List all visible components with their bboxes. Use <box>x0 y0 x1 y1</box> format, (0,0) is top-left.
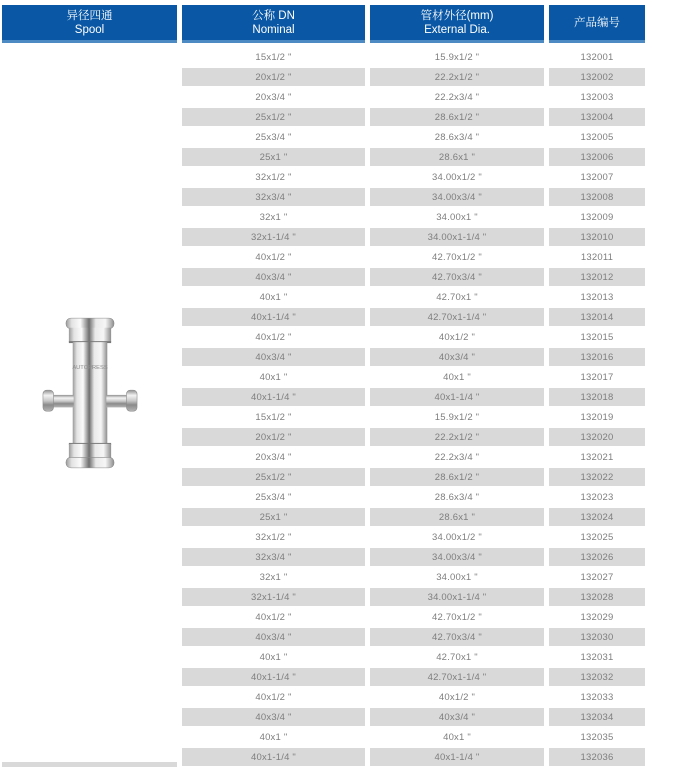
nominal-cell: 32x1 " <box>259 571 288 583</box>
product-code-cell: 132020 <box>549 428 645 446</box>
external-dia-cell: 28.6x3/4 " <box>434 491 480 503</box>
nominal-cell: 40x1-1/4 " <box>182 308 365 326</box>
product-code-cell: 132030 <box>549 628 645 646</box>
external-dia-cell: 34.00x1/2 " <box>432 531 482 543</box>
nominal-cell: 40x1/2 " <box>255 331 292 343</box>
product-code-cell: 132031 <box>580 651 614 663</box>
nominal-cell: 40x1 " <box>259 651 288 663</box>
product-code-cell: 132007 <box>580 171 614 183</box>
product-code-cell: 132015 <box>580 331 614 343</box>
nominal-cell: 40x3/4 " <box>182 348 365 366</box>
external-dia-cell: 28.6x1 " <box>370 148 544 166</box>
external-dia-cell: 42.70x1 " <box>436 651 478 663</box>
product-code-cell: 132032 <box>549 668 645 686</box>
external-dia-cell: 40x3/4 " <box>370 708 544 726</box>
nominal-cell: 40x1 " <box>259 371 288 383</box>
product-code-cell: 132026 <box>549 548 645 566</box>
product-code-cell: 132012 <box>549 268 645 286</box>
external-dia-cell: 22.2x3/4 " <box>434 91 480 103</box>
product-code-cell: 132006 <box>549 148 645 166</box>
nominal-cell: 40x1/2 " <box>255 611 292 623</box>
external-dia-cell: 40x1 " <box>443 371 471 383</box>
nominal-cell: 20x1/2 " <box>182 68 365 86</box>
product-code-cell: 132018 <box>549 388 645 406</box>
product-code-cell: 132028 <box>549 588 645 606</box>
fitting-top-collar <box>68 327 110 341</box>
nominal-cell: 40x3/4 " <box>182 268 365 286</box>
nominal-cell: 25x1 " <box>182 148 365 166</box>
fitting-body <box>72 342 107 444</box>
pipe-fitting-image <box>42 313 138 473</box>
nominal-cell: 40x1-1/4 " <box>182 668 365 686</box>
header-external-dia-zh: 管材外径(mm) <box>420 9 494 22</box>
product-code-cell: 132019 <box>580 411 614 423</box>
product-code-cell: 132011 <box>580 251 614 263</box>
external-dia-cell: 42.70x3/4 " <box>370 268 544 286</box>
product-code-cell: 132013 <box>580 291 614 303</box>
product-code-cell: 132009 <box>580 211 614 223</box>
nominal-cell: 40x3/4 " <box>182 708 365 726</box>
header-product-code <box>549 5 645 43</box>
product-code-cell: 132024 <box>549 508 645 526</box>
product-code-cell: 132017 <box>580 371 614 383</box>
nominal-cell: 32x3/4 " <box>182 188 365 206</box>
table-header <box>2 5 645 43</box>
product-code-cell: 132025 <box>580 531 614 543</box>
external-dia-cell: 42.70x3/4 " <box>370 628 544 646</box>
product-code-cell: 132010 <box>549 228 645 246</box>
product-code-cell: 132014 <box>549 308 645 326</box>
product-code-cell: 132003 <box>580 91 614 103</box>
external-dia-cell: 34.00x1 " <box>436 211 478 223</box>
header-nominal-en: Nominal <box>252 23 295 36</box>
nominal-cell: 20x3/4 " <box>255 451 292 463</box>
external-dia-cell: 34.00x3/4 " <box>370 548 544 566</box>
header-product-code-zh: 产品编号 <box>574 16 620 29</box>
nominal-cell: 40x1 " <box>259 731 288 743</box>
product-code-cell: 132008 <box>549 188 645 206</box>
header-external-dia <box>370 5 544 43</box>
external-dia-cell: 40x1/2 " <box>438 331 476 343</box>
external-dia-cell: 34.00x1-1/4 " <box>370 228 544 246</box>
header-spool-zh: 异径四通 <box>66 9 113 22</box>
external-dia-cell: 42.70x1/2 " <box>432 251 482 263</box>
nominal-cell: 32x1-1/4 " <box>182 588 365 606</box>
fitting-right-bead <box>126 390 137 411</box>
external-dia-cell: 22.2x1/2 " <box>370 428 544 446</box>
external-dia-cell: 42.70x1 " <box>436 291 478 303</box>
nominal-cell: 15x1/2 " <box>255 51 292 63</box>
external-dia-cell: 22.2x3/4 " <box>434 451 480 463</box>
nominal-cell: 40x1-1/4 " <box>182 748 365 766</box>
nominal-cell: 32x1-1/4 " <box>182 228 365 246</box>
nominal-cell: 40x1/2 " <box>255 691 292 703</box>
nominal-cell: 40x3/4 " <box>182 628 365 646</box>
external-dia-cell: 40x3/4 " <box>370 348 544 366</box>
nominal-cell: 25x1/2 " <box>182 468 365 486</box>
product-code-cell: 132027 <box>580 571 614 583</box>
nominal-cell: 40x1-1/4 " <box>182 388 365 406</box>
nominal-cell: 25x3/4 " <box>255 491 292 503</box>
product-code-cell: 132001 <box>580 51 614 63</box>
external-dia-cell: 42.70x1/2 " <box>432 611 482 623</box>
external-dia-cell: 28.6x3/4 " <box>434 131 480 143</box>
external-dia-cell: 34.00x1/2 " <box>432 171 482 183</box>
product-marking: AUTOPRESS <box>71 364 108 371</box>
nominal-cell: 15x1/2 " <box>255 411 292 423</box>
nominal-cell: 40x1 " <box>259 291 288 303</box>
product-code-cell: 132023 <box>580 491 614 503</box>
product-code-cell: 132022 <box>549 468 645 486</box>
fitting-bottom-collar <box>68 443 110 457</box>
product-code-cell: 132016 <box>549 348 645 366</box>
external-dia-cell: 40x1-1/4 " <box>370 748 544 766</box>
header-spool-en: Spool <box>74 23 105 36</box>
fitting-left-bead <box>42 390 53 411</box>
product-code-cell: 132033 <box>580 691 614 703</box>
nominal-cell: 40x1/2 " <box>255 251 292 263</box>
external-dia-cell: 42.70x1-1/4 " <box>370 668 544 686</box>
nominal-cell: 25x1/2 " <box>182 108 365 126</box>
spool-image-cell <box>2 47 177 767</box>
external-dia-cell: 28.6x1/2 " <box>370 468 544 486</box>
nominal-cell: 25x1 " <box>182 508 365 526</box>
product-code-cell: 132004 <box>549 108 645 126</box>
external-dia-cell: 40x1 " <box>443 731 471 743</box>
product-code-cell: 132021 <box>580 451 614 463</box>
header-external-dia-en: External Dia. <box>424 23 490 36</box>
header-nominal-zh: 公称 DN <box>252 9 295 22</box>
nominal-cell: 32x1 " <box>259 211 288 223</box>
product-code-cell: 132029 <box>580 611 614 623</box>
nominal-cell: 25x3/4 " <box>255 131 292 143</box>
nominal-cell: 32x3/4 " <box>182 548 365 566</box>
external-dia-cell: 15.9x1/2 " <box>434 411 480 423</box>
product-table <box>2 5 645 767</box>
external-dia-cell: 28.6x1 " <box>370 508 544 526</box>
nominal-cell: 20x3/4 " <box>255 91 292 103</box>
product-code-cell: 132036 <box>549 748 645 766</box>
external-dia-cell: 15.9x1/2 " <box>434 51 480 63</box>
fitting-left-outlet <box>51 394 73 406</box>
nominal-cell: 32x1/2 " <box>255 171 292 183</box>
product-code-cell: 132005 <box>580 131 614 143</box>
external-dia-cell: 42.70x1-1/4 " <box>370 308 544 326</box>
product-code-cell: 132035 <box>580 731 614 743</box>
external-dia-cell: 40x1-1/4 " <box>370 388 544 406</box>
external-dia-cell: 34.00x1 " <box>436 571 478 583</box>
header-spool <box>2 5 177 43</box>
fitting-right-outlet <box>106 394 128 406</box>
header-nominal <box>182 5 365 43</box>
nominal-cell: 20x1/2 " <box>182 428 365 446</box>
external-dia-cell: 22.2x1/2 " <box>370 68 544 86</box>
external-dia-cell: 34.00x1-1/4 " <box>370 588 544 606</box>
external-dia-cell: 40x1/2 " <box>438 691 476 703</box>
external-dia-cell: 34.00x3/4 " <box>370 188 544 206</box>
external-dia-cell: 28.6x1/2 " <box>370 108 544 126</box>
fitting-bottom-bead <box>66 457 114 468</box>
product-code-cell: 132002 <box>549 68 645 86</box>
fitting-top-bead <box>66 318 114 329</box>
product-code-cell: 132034 <box>549 708 645 726</box>
nominal-cell: 32x1/2 " <box>255 531 292 543</box>
